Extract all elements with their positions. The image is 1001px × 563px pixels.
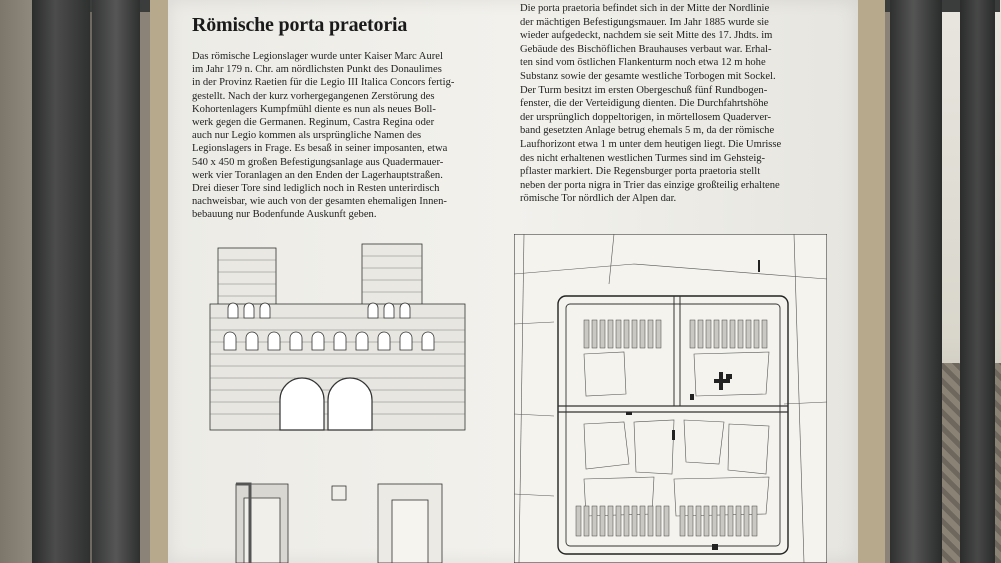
- text-line: Laufhorizont etwa 1 m unter dem heutigen liegt. Die Umrisse: [520, 138, 782, 150]
- text-line: fenster, die der Verteidigung dienten. Die Durchfahrtshöhe: [520, 98, 769, 110]
- text-line: auch nur Legio kommen als ursprüngliche Namen des: [192, 130, 422, 142]
- text-line: bebauung nur Bodenfunde Auskunft geben.: [192, 209, 377, 221]
- sign-text-right: [520, 2, 824, 206]
- text-line: Legionslagers in Frage. Es besaß in seiner imposanten, etwa: [192, 143, 448, 155]
- text-line: 540 x 450 m großen Befestigungsanlage aus Quadermauer-: [192, 156, 444, 168]
- fence-post-left: [32, 0, 90, 563]
- sign-frame-post-left: [92, 0, 140, 563]
- legionary-camp-map: [514, 234, 827, 563]
- sign-text-left: [192, 50, 468, 222]
- text-line: im Jahr 179 n. Chr. am nördlichsten Punkt des Donaulimes: [192, 64, 442, 76]
- text-line: der ursprünglich doppeltorigen, in mörtellosem Quaderver-: [520, 111, 772, 123]
- text-line: werk vier Toranlagen an den Enden der Lagerhauptstraßen.: [192, 169, 443, 181]
- text-line: band gesetzten Anlage betrug ehemals 5 m, da der römische: [520, 125, 775, 137]
- text-line: römische Tor nördlich der Alpen dar.: [520, 193, 677, 205]
- fence-post-right: [960, 0, 995, 563]
- text-line: Das römische Legionslager wurde unter Kaiser Marc Aurel: [192, 51, 443, 62]
- text-line: Gebäude des Bischöflichen Brauhauses verbaut war. Erhal-: [520, 43, 772, 55]
- text-line: Substanz sowie der gesamte westliche Torbogen mit Sockel.: [520, 70, 776, 82]
- text-line: nachweisbar, wie auch von der gesamten ehemaligen Innen-: [192, 196, 447, 208]
- text-line: werk gegen die Germanen. Reginum, Castra Regina oder: [192, 117, 435, 129]
- text-line: des nicht erhaltenen westlichen Turmes sind im Gehsteig-: [520, 152, 766, 164]
- text-line: Kohortenlagers Kumpfmühl diente es nun als neues Boll-: [192, 103, 436, 115]
- text-line: Die porta praetoria befindet sich in der Mitte der Nordlinie: [520, 3, 770, 14]
- sign-title: Römische porta praetoria: [192, 14, 408, 36]
- gate-elevation-drawing: [200, 238, 470, 434]
- text-line: gestellt. Nach der kurz vorhergegangenen Zerstörung des: [192, 90, 435, 102]
- text-line: ten sind vom östlichen Flankenturm noch etwa 12 m hohe: [520, 57, 766, 69]
- floor-plan-drawings: [228, 476, 458, 563]
- sign-frame-post-right: [890, 0, 942, 563]
- text-line: pflaster markiert. Die Regensburger porta praetoria stellt: [520, 166, 761, 178]
- text-line: Der Turm besitzt im ersten Obergeschuß fünf Rundbogen-: [520, 84, 768, 96]
- text-line: wieder aufgedeckt, nachdem sie seit Mitte des 17. Jhdts. im: [520, 30, 773, 42]
- text-line: der mächtigen Befestigungsmauer. Im Jahr 1885 wurde sie: [520, 16, 769, 28]
- text-line: Drei dieser Tore sind lediglich noch in Resten unterirdisch: [192, 183, 440, 195]
- text-line: in der Provinz Raetien für die Legio III Italica Concors fertig-: [192, 77, 455, 89]
- text-line: neben der porta nigra in Trier das einzige großteilig erhaltene: [520, 179, 780, 191]
